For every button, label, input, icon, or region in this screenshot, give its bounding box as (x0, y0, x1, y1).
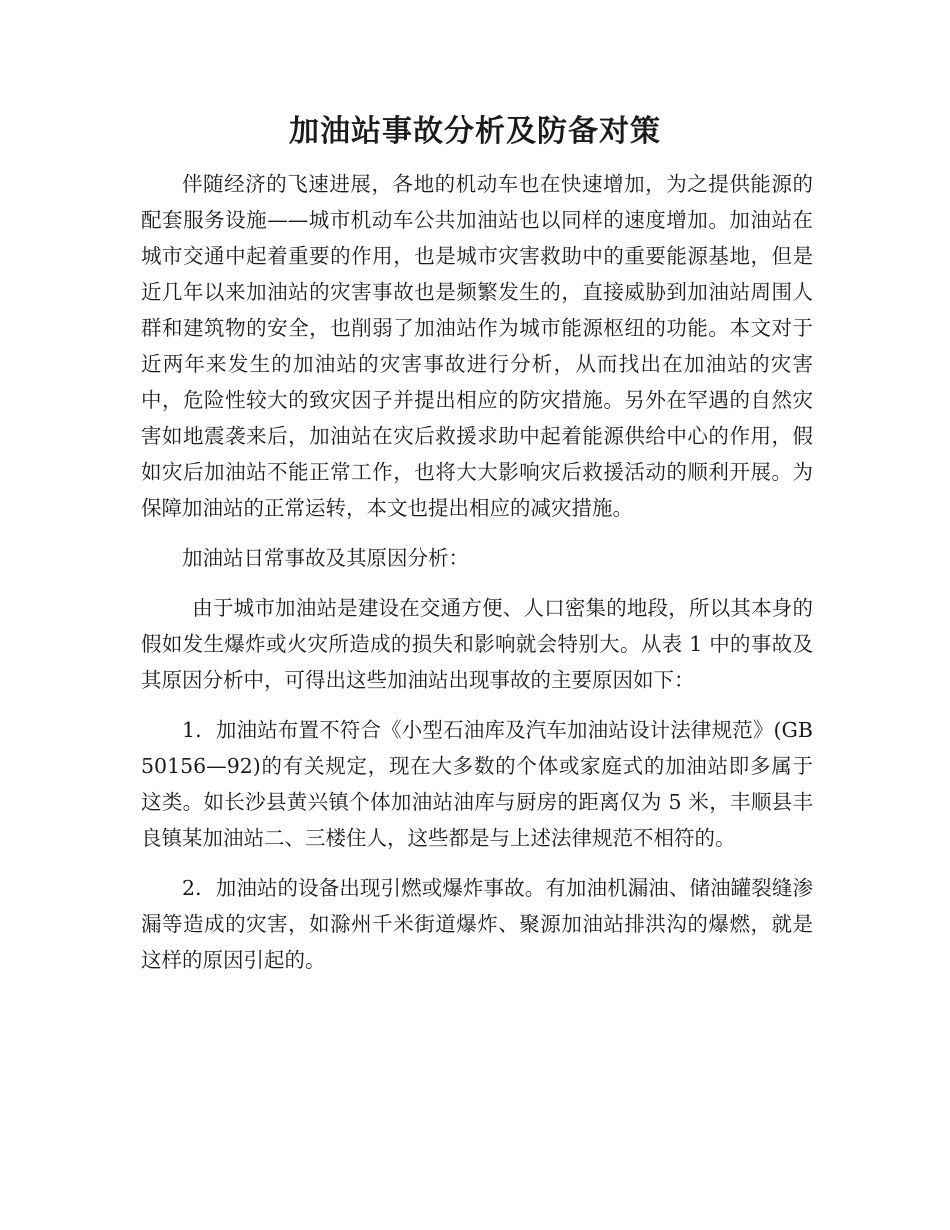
paragraph-cause-2: 2．加油站的设备出现引燃或爆炸事故。有加油机漏油、储油罐裂缝渗漏等造成的灾害，如滁州千米街道爆炸、聚源加油站排洪沟的爆燃，就是这样的原因引起的。 (141, 876, 813, 972)
paragraph-section-heading: 加油站日常事故及其原因分析： (182, 546, 469, 570)
paragraph-cause-summary: 由于城市加油站是建设在交通方便、人口密集的地段，所以其本身的假如发生爆炸或火灾所造成的损失和影响就会特别大。从表 1 中的事故及其原因分析中，可得出这些加油站出现事故的主要原因如下： (141, 596, 813, 692)
paragraph-intro: 伴随经济的飞速进展，各地的机动车也在快速增加，为之提供能源的配套服务设施——城市机动车公共加油站也以同样的速度增加。加油站在城市交通中起着重要的作用，也是城市灾害救助中的重要能源基地，但是近几年以来加油站的灾害事故也是频繁发生的，直接威胁到加油站周围人群和建筑物的安全，也削弱了加油站作为城市能源枢纽的功能。本文对于近两年来发生的加油站的灾害事故进行分析，从而找出在加油站的灾害中，危险性较大的致灾因子并提出相应的防灾措施。另外在罕遇的自然灾害如地震袭来后，加油站在灾后救援求助中起着能源供给中心的作用，假如灾后加油站不能正常工作，也将大大影响灾后救援活动的顺利开展。为保障加油站的正常运转，本文也提出相应的减灾措施。 (141, 172, 813, 520)
document-body (141, 166, 813, 978)
document-title: 加油站事故分析及防备对策 (289, 114, 661, 149)
paragraph-cause-1: 1．加油站布置不符合《小型石油库及汽车加油站设计法律规范》(GB50156—92)的有关规定，现在大多数的个体或家庭式的加油站即多属于这类。如长沙县黄兴镇个体加油站油库与厨房的距离仅为 5 米，丰顺县丰良镇某加油站二、三楼住人，这些都是与上述法律规范不相符的。 (141, 718, 813, 850)
